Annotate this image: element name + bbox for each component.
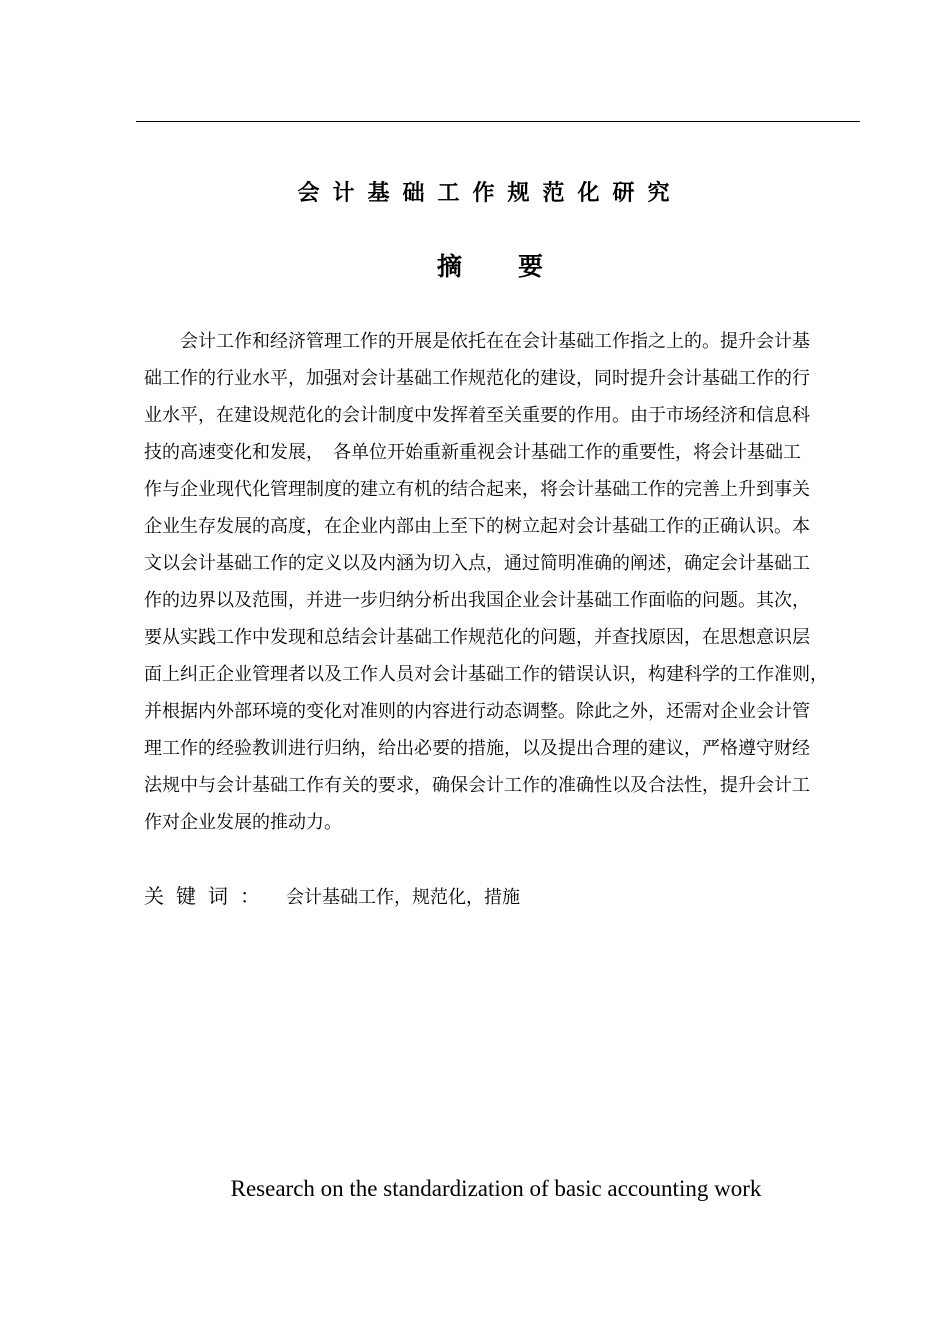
abstract-line: 础工作的行业水平，加强对会计基础工作规范化的建设，同时提升会计基础工作的行	[144, 368, 810, 389]
abstract-line: 作的边界以及范围，并进一步归纳分析出我国企业会计基础工作面临的问题。其次，	[144, 590, 810, 611]
abstract-line: 面上纠正企业管理者以及工作人员对会计基础工作的错误认识，构建科学的工作准则，	[144, 664, 828, 685]
keywords-value: 会计基础工作，规范化，措施	[286, 887, 520, 908]
english-title: Research on the standardization of basic accounting work	[230, 1176, 762, 1201]
keywords-row	[144, 879, 520, 913]
abstract-body	[144, 323, 860, 841]
abstract-line: 要从实践工作中发现和总结会计基础工作规范化的问题，并查找原因，在思想意识层	[144, 627, 810, 648]
abstract-line: 企业生存发展的高度，在企业内部由上至下的树立起对会计基础工作的正确认识。本	[144, 516, 810, 537]
abstract-line: 业水平，在建设规范化的会计制度中发挥着至关重要的作用。由于市场经济和信息科	[144, 405, 810, 426]
abstract-heading-char-2: 要	[518, 252, 544, 281]
abstract-line: 法规中与会计基础工作有关的要求，确保会计工作的准确性以及合法性，提升会计工	[144, 775, 810, 796]
page-title: 会计基础工作规范化研究	[297, 181, 683, 206]
abstract-line: 并根据内外部环境的变化对准则的内容进行动态调整。除此之外，还需对企业会计管	[144, 701, 810, 722]
abstract-line: 文以会计基础工作的定义以及内涵为切入点，通过简明准确的阐述，确定会计基础工	[144, 553, 810, 574]
abstract-line: 作与企业现代化管理制度的建立有机的结合起来，将会计基础工作的完善上升到事关	[144, 479, 810, 500]
abstract-heading	[0, 247, 950, 283]
abstract-heading-char-1: 摘	[436, 252, 462, 281]
abstract-line: 技的高速变化和发展， 各单位开始重新重视会计基础工作的重要性，将会计基础工	[144, 442, 801, 463]
abstract-line: 会计工作和经济管理工作的开展是依托在在会计基础工作指之上的。提升会计基	[144, 331, 810, 352]
keywords-label: 关键词：	[144, 884, 272, 908]
abstract-line: 理工作的经验教训进行归纳，给出必要的措施，以及提出合理的建议，严格遵守财经	[144, 738, 810, 759]
header-rule	[136, 121, 860, 122]
abstract-line: 作对企业发展的推动力。	[144, 812, 342, 833]
